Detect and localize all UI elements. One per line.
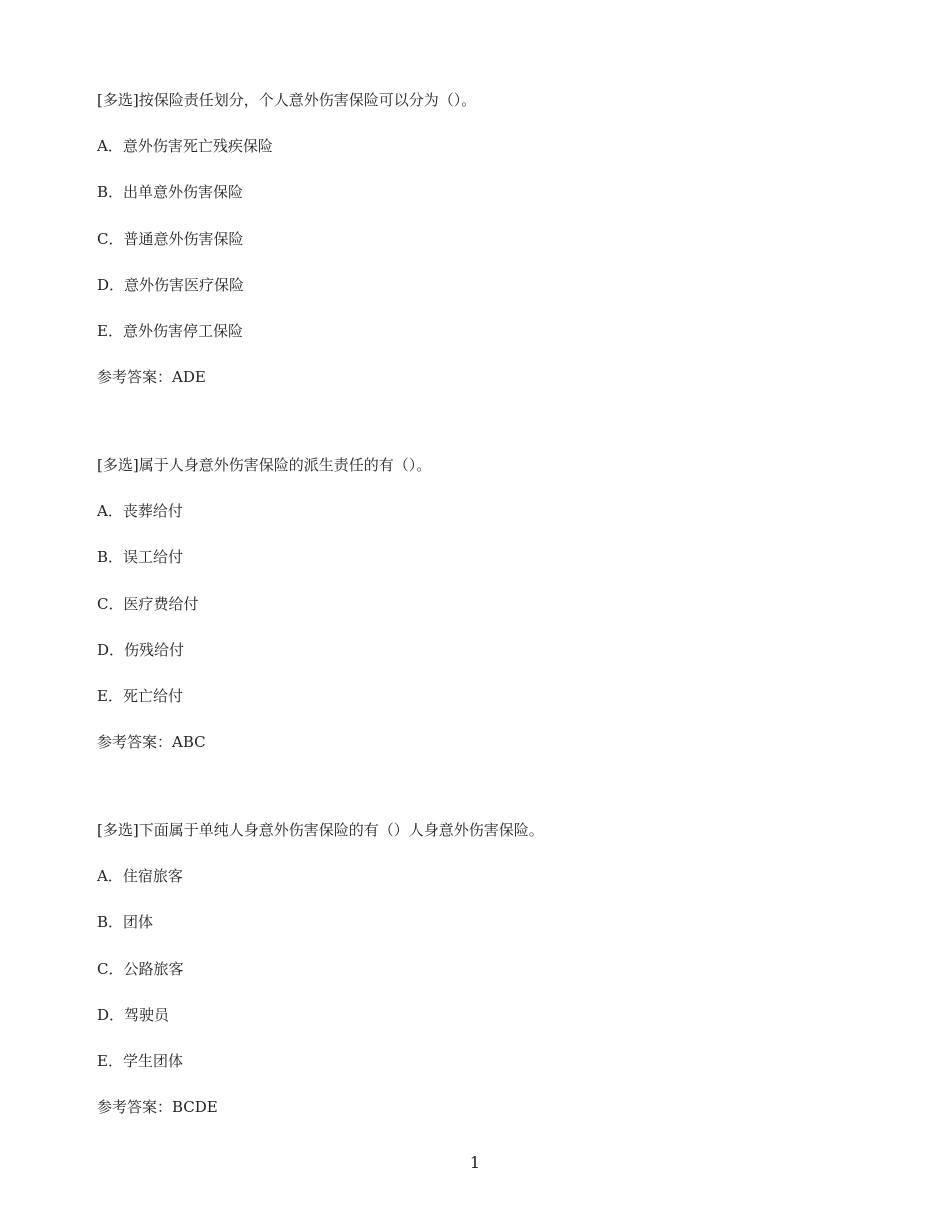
reference-answer: 参考答案：BCDE: [97, 1098, 218, 1117]
option-a: A．丧葬给付: [97, 502, 183, 520]
option-c: C．医疗费给付: [97, 594, 199, 613]
question-2: [97, 455, 877, 752]
reference-answer: 参考答案：ABC: [97, 733, 206, 752]
option-d: D．驾驶员: [97, 1005, 170, 1024]
reference-answer: 参考答案：ADE: [97, 368, 206, 387]
question-stem: [多选]属于人身意外伤害保险的派生责任的有（）。: [97, 456, 432, 474]
option-b: B．团体: [97, 913, 154, 932]
option-b: B．误工给付: [97, 548, 184, 567]
question-stem: [多选]下面属于单纯人身意外伤害保险的有（）人身意外伤害保险。: [97, 821, 544, 839]
option-d: D．伤残给付: [97, 640, 185, 659]
option-c: C．公路旅客: [97, 959, 184, 978]
option-c: C．普通意外伤害保险: [97, 229, 244, 248]
question-stem: [多选]按保险责任划分，个人意外伤害保险可以分为（）。: [97, 91, 477, 109]
question-3: [97, 820, 877, 1117]
option-a: A．意外伤害死亡残疾保险: [97, 137, 273, 155]
option-e: E．死亡给付: [97, 687, 183, 706]
option-a: A．住宿旅客: [97, 867, 183, 885]
question-1: [97, 90, 877, 387]
option-b: B．出单意外伤害保险: [97, 183, 244, 202]
page-number: 1: [469, 1153, 481, 1172]
option-e: E．意外伤害停工保险: [97, 322, 243, 341]
option-d: D．意外伤害医疗保险: [97, 275, 245, 294]
option-e: E．学生团体: [97, 1052, 183, 1071]
